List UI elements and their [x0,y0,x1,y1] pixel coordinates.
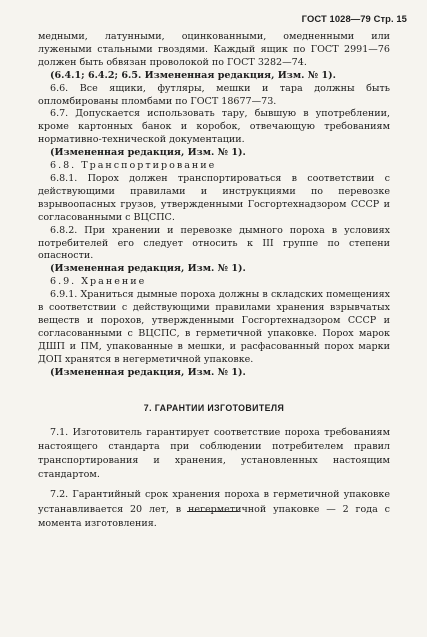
paragraph-continuation: медными, латунными, оцинкованными, омедненными или лужеными стальными гвоздями. Каждый ящик по ГОСТ 2991—76 должен быть обвязан проволокой по ГОСТ 3282—74. [38,31,390,68]
clause-6-7: 6.7. Допускается использовать тару, бывшую в употреблении, кроме картонных банок и коробок, отвечающую требованиям нормативно-технической документации. [38,108,390,146]
section-7-title: 7. ГАРАНТИИ ИЗГОТОВИТЕЛЯ [143,403,285,414]
clause-6-6: 6.6. Все ящики, футляры, мешки и тара должны быть опломбированы пломбами по ГОСТ 18677—73. [38,82,390,107]
page-header: ГОСТ 1028—79 Стр. 15 [301,13,407,24]
revision-note: (Измененная редакция, Изм. № 1). [50,366,246,378]
clause-6-8-2: 6.8.2. При хранении и перевозке дымного пороха в условиях потребителей его следует относить к III группе по степени опасности. [38,224,390,262]
clause-7-1: 7.1. Изготовитель гарантирует соответствие пороха требованиям настоящего стандарта при соблюдении потребителем правил транспортирования и хранения, установленных настоящим стандартом. [38,426,390,481]
revision-note: (Измененная редакция, Изм. № 1). [50,263,246,275]
clause-7-2: 7.2. Гарантийный срок хранения пороха в герметичной упаковке устанавливается 20 лет, в негерметичной упаковке — 2 года с момента изготовления. [38,489,390,529]
clause-6-9-heading: 6.9. Хранение [50,276,147,288]
clause-6-9-1: 6.9.1. Храниться дымные пороха должны в складских помещениях в соответствии с действующими правилами хранения взрывчатых веществ и порохов, утвержденными Госгортехнадзором СССР и согласованными с ВЦСПС, в герметичной упаковке. Порох марок ДШП и ПМ, упакованные в мешки, и расфасованный порох марки ДОП хранятся в негерметичной упаковке. [38,289,390,365]
clause-6-8-heading: 6.8. Транспортирование [50,160,217,172]
revision-note: (Измененная редакция, Изм. № 1). [50,147,246,159]
end-divider [187,511,239,512]
document-body [38,31,390,531]
clause-6-8-1: 6.8.1. Порох должен транспортироваться в соответствии с действующими правилами и инструкциями по перевозке взрывоопасных грузов, утвержденными Госгортехнадзором СССР и согласованными с ВЦСПС. [38,172,390,223]
revision-note: (6.4.1; 6.4.2; 6.5. Измененная редакция, Изм. № 1). [50,69,336,81]
